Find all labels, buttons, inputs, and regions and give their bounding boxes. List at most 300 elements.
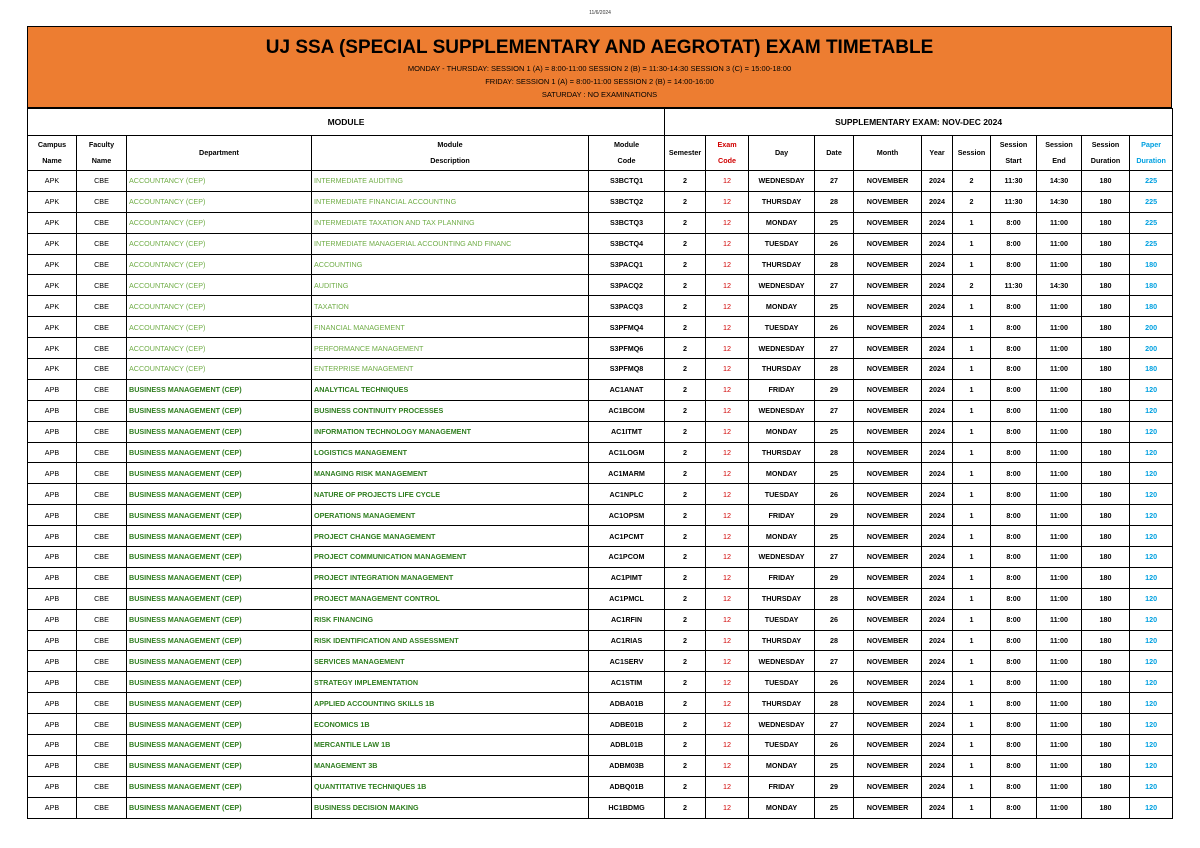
module-code-cell: AC1SERV (589, 651, 665, 672)
session-start-cell: 8:00 (991, 296, 1037, 317)
module-code-cell: S3PACQ2 (589, 275, 665, 296)
column-header (749, 136, 815, 171)
table-row (28, 296, 1173, 317)
module-code-cell: ADBE01B (589, 714, 665, 735)
module-code-cell: S3BCTQ4 (589, 233, 665, 254)
campus-cell: APB (28, 797, 77, 818)
semester-cell: 2 (665, 776, 706, 797)
campus-cell: APB (28, 609, 77, 630)
session-duration-cell: 180 (1082, 505, 1130, 526)
paper-duration-cell: 225 (1130, 212, 1173, 233)
day-cell: THURSDAY (749, 254, 815, 275)
date-cell: 28 (815, 359, 854, 380)
session-cell: 1 (953, 693, 991, 714)
column-header-line: Paper (1141, 140, 1162, 149)
campus-cell: APB (28, 484, 77, 505)
faculty-cell: CBE (77, 359, 127, 380)
campus-cell: APK (28, 275, 77, 296)
session-duration-cell: 180 (1082, 735, 1130, 756)
module-code-cell: AC1ANAT (589, 379, 665, 400)
faculty-cell: CBE (77, 547, 127, 568)
session-cell: 1 (953, 359, 991, 380)
month-cell: NOVEMBER (854, 588, 922, 609)
table-row (28, 233, 1173, 254)
department-cell: BUSINESS MANAGEMENT (CEP) (127, 400, 312, 421)
session-duration-cell: 180 (1082, 191, 1130, 212)
session-start-cell: 8:00 (991, 317, 1037, 338)
month-cell: NOVEMBER (854, 693, 922, 714)
semester-cell: 2 (665, 171, 706, 192)
date-cell: 28 (815, 191, 854, 212)
module-code-cell: AC1PCOM (589, 547, 665, 568)
department-cell: BUSINESS MANAGEMENT (CEP) (127, 797, 312, 818)
session-start-cell: 11:30 (991, 171, 1037, 192)
semester-cell: 2 (665, 484, 706, 505)
session-end-cell: 11:00 (1037, 359, 1082, 380)
module-description-cell: AUDITING (312, 275, 589, 296)
campus-cell: APB (28, 630, 77, 651)
module-code-cell: S3BCTQ3 (589, 212, 665, 233)
campus-cell: APK (28, 296, 77, 317)
department-cell: BUSINESS MANAGEMENT (CEP) (127, 672, 312, 693)
module-description-cell: LOGISTICS MANAGEMENT (312, 442, 589, 463)
faculty-cell: CBE (77, 693, 127, 714)
faculty-cell: CBE (77, 567, 127, 588)
paper-duration-cell: 180 (1130, 359, 1173, 380)
module-code-cell: AC1OPSM (589, 505, 665, 526)
session-end-cell: 11:00 (1037, 296, 1082, 317)
campus-cell: APB (28, 547, 77, 568)
table-row (28, 191, 1173, 212)
session-start-cell: 8:00 (991, 547, 1037, 568)
semester-cell: 2 (665, 797, 706, 818)
paper-duration-cell: 200 (1130, 338, 1173, 359)
year-cell: 2024 (922, 567, 953, 588)
table-row (28, 609, 1173, 630)
session-start-cell: 8:00 (991, 714, 1037, 735)
paper-duration-cell: 120 (1130, 797, 1173, 818)
year-cell: 2024 (922, 338, 953, 359)
day-cell: TUESDAY (749, 735, 815, 756)
year-cell: 2024 (922, 755, 953, 776)
paper-duration-cell: 120 (1130, 421, 1173, 442)
department-cell: BUSINESS MANAGEMENT (CEP) (127, 421, 312, 442)
day-cell: TUESDAY (749, 672, 815, 693)
weekday-sessions: MONDAY - THURSDAY: SESSION 1 (A) = 8:00-11:00 SESSION 2 (B) = 11:30-14:30 SESSION 3 (C) = 15:00-18:00 (407, 64, 792, 73)
session-cell: 1 (953, 296, 991, 317)
session-end-cell: 11:00 (1037, 254, 1082, 275)
session-start-cell: 8:00 (991, 755, 1037, 776)
session-duration-cell: 180 (1082, 171, 1130, 192)
module-description-cell: ECONOMICS 1B (312, 714, 589, 735)
paper-duration-cell: 120 (1130, 567, 1173, 588)
faculty-cell: CBE (77, 338, 127, 359)
column-header-line: Department (199, 148, 239, 157)
timetable (27, 108, 1173, 819)
table-row (28, 359, 1173, 380)
department-cell: ACCOUNTANCY (CEP) (127, 212, 312, 233)
session-start-cell: 11:30 (991, 191, 1037, 212)
session-duration-cell: 180 (1082, 400, 1130, 421)
month-cell: NOVEMBER (854, 547, 922, 568)
faculty-cell: CBE (77, 421, 127, 442)
date-cell: 26 (815, 609, 854, 630)
module-description-cell: PROJECT CHANGE MANAGEMENT (312, 526, 589, 547)
month-cell: NOVEMBER (854, 442, 922, 463)
date-cell: 27 (815, 400, 854, 421)
semester-cell: 2 (665, 442, 706, 463)
day-cell: MONDAY (749, 463, 815, 484)
column-header-line: Campus (37, 140, 67, 149)
module-code-cell: HC1BDMG (589, 797, 665, 818)
table-row (28, 338, 1173, 359)
exam-code-cell: 12 (706, 338, 749, 359)
session-end-cell: 14:30 (1037, 171, 1082, 192)
session-end-cell: 11:00 (1037, 672, 1082, 693)
paper-duration-cell: 225 (1130, 233, 1173, 254)
year-cell: 2024 (922, 797, 953, 818)
table-row (28, 567, 1173, 588)
session-start-cell: 8:00 (991, 630, 1037, 651)
faculty-cell: CBE (77, 233, 127, 254)
session-end-cell: 11:00 (1037, 776, 1082, 797)
faculty-cell: CBE (77, 714, 127, 735)
faculty-cell: CBE (77, 191, 127, 212)
module-description-cell: RISK FINANCING (312, 609, 589, 630)
column-header (28, 136, 77, 171)
semester-cell: 2 (665, 735, 706, 756)
date-cell: 28 (815, 442, 854, 463)
session-start-cell: 8:00 (991, 797, 1037, 818)
campus-cell: APB (28, 567, 77, 588)
day-cell: TUESDAY (749, 609, 815, 630)
module-description-cell: PROJECT MANAGEMENT CONTROL (312, 588, 589, 609)
day-cell: WEDNESDAY (749, 275, 815, 296)
date-cell: 29 (815, 505, 854, 526)
faculty-cell: CBE (77, 630, 127, 651)
month-cell: NOVEMBER (854, 171, 922, 192)
year-cell: 2024 (922, 421, 953, 442)
paper-duration-cell: 120 (1130, 442, 1173, 463)
paper-duration-cell: 120 (1130, 609, 1173, 630)
paper-duration-cell: 225 (1130, 191, 1173, 212)
day-cell: THURSDAY (749, 191, 815, 212)
session-start-cell: 11:30 (991, 275, 1037, 296)
session-start-cell: 8:00 (991, 379, 1037, 400)
paper-duration-cell: 120 (1130, 735, 1173, 756)
paper-duration-cell: 225 (1130, 171, 1173, 192)
faculty-cell: CBE (77, 505, 127, 526)
session-cell: 2 (953, 275, 991, 296)
module-code-cell: AC1PIMT (589, 567, 665, 588)
saturday-note: SATURDAY : NO EXAMINATIONS (541, 90, 658, 99)
session-start-cell: 8:00 (991, 609, 1037, 630)
session-end-cell: 11:00 (1037, 630, 1082, 651)
year-cell: 2024 (922, 254, 953, 275)
exam-code-cell: 12 (706, 233, 749, 254)
paper-duration-cell: 120 (1130, 400, 1173, 421)
exam-code-cell: 12 (706, 609, 749, 630)
campus-cell: APB (28, 463, 77, 484)
session-duration-cell: 180 (1082, 254, 1130, 275)
session-end-cell: 11:00 (1037, 212, 1082, 233)
session-cell: 1 (953, 400, 991, 421)
exam-code-cell: 12 (706, 317, 749, 338)
faculty-cell: CBE (77, 317, 127, 338)
column-header-line: Name (42, 156, 62, 165)
day-cell: WEDNESDAY (749, 400, 815, 421)
exam-code-cell: 12 (706, 484, 749, 505)
paper-duration-cell: 120 (1130, 463, 1173, 484)
month-cell: NOVEMBER (854, 526, 922, 547)
session-end-cell: 11:00 (1037, 714, 1082, 735)
date-cell: 28 (815, 693, 854, 714)
month-cell: NOVEMBER (854, 338, 922, 359)
module-code-cell: ADBM03B (589, 755, 665, 776)
session-duration-cell: 180 (1082, 212, 1130, 233)
date-cell: 25 (815, 212, 854, 233)
module-description-cell: INTERMEDIATE FINANCIAL ACCOUNTING (312, 191, 589, 212)
date-cell: 27 (815, 171, 854, 192)
session-duration-cell: 180 (1082, 797, 1130, 818)
module-description-cell: TAXATION (312, 296, 589, 317)
module-description-cell: PROJECT INTEGRATION MANAGEMENT (312, 567, 589, 588)
department-cell: BUSINESS MANAGEMENT (CEP) (127, 735, 312, 756)
module-description-cell: OPERATIONS MANAGEMENT (312, 505, 589, 526)
date-cell: 27 (815, 714, 854, 735)
session-duration-cell: 180 (1082, 630, 1130, 651)
module-code-cell: AC1PCMT (589, 526, 665, 547)
semester-cell: 2 (665, 609, 706, 630)
faculty-cell: CBE (77, 442, 127, 463)
day-cell: FRIDAY (749, 567, 815, 588)
session-duration-cell: 180 (1082, 359, 1130, 380)
session-duration-cell: 180 (1082, 547, 1130, 568)
table-row (28, 463, 1173, 484)
campus-cell: APB (28, 505, 77, 526)
department-cell: ACCOUNTANCY (CEP) (127, 191, 312, 212)
department-cell: BUSINESS MANAGEMENT (CEP) (127, 442, 312, 463)
department-cell: BUSINESS MANAGEMENT (CEP) (127, 651, 312, 672)
column-header-line: Code (718, 156, 737, 165)
module-code-cell: AC1PMCL (589, 588, 665, 609)
column-header-line: Start (1005, 156, 1022, 165)
session-cell: 1 (953, 421, 991, 442)
paper-duration-cell: 180 (1130, 275, 1173, 296)
exam-code-cell: 12 (706, 191, 749, 212)
paper-duration-cell: 120 (1130, 630, 1173, 651)
department-cell: ACCOUNTANCY (CEP) (127, 317, 312, 338)
semester-cell: 2 (665, 755, 706, 776)
semester-cell: 2 (665, 317, 706, 338)
column-header-line: Year (929, 148, 945, 157)
day-cell: TUESDAY (749, 484, 815, 505)
date-cell: 25 (815, 296, 854, 317)
session-duration-cell: 180 (1082, 317, 1130, 338)
year-cell: 2024 (922, 296, 953, 317)
exam-code-cell: 12 (706, 379, 749, 400)
year-cell: 2024 (922, 317, 953, 338)
paper-duration-cell: 120 (1130, 714, 1173, 735)
year-cell: 2024 (922, 526, 953, 547)
module-description-cell: APPLIED ACCOUNTING SKILLS 1B (312, 693, 589, 714)
month-cell: NOVEMBER (854, 484, 922, 505)
department-cell: ACCOUNTANCY (CEP) (127, 254, 312, 275)
module-code-cell: S3BCTQ2 (589, 191, 665, 212)
semester-cell: 2 (665, 547, 706, 568)
session-cell: 1 (953, 505, 991, 526)
friday-sessions: FRIDAY: SESSION 1 (A) = 8:00-11:00 SESSION 2 (B) = 14:00-16:00 (485, 77, 714, 86)
exam-code-cell: 12 (706, 735, 749, 756)
year-cell: 2024 (922, 630, 953, 651)
session-cell: 1 (953, 212, 991, 233)
session-end-cell: 11:00 (1037, 526, 1082, 547)
department-cell: ACCOUNTANCY (CEP) (127, 171, 312, 192)
faculty-cell: CBE (77, 212, 127, 233)
column-header (815, 136, 854, 171)
table-row (28, 254, 1173, 275)
faculty-cell: CBE (77, 797, 127, 818)
month-cell: NOVEMBER (854, 254, 922, 275)
day-cell: WEDNESDAY (749, 171, 815, 192)
table-row (28, 442, 1173, 463)
campus-cell: APB (28, 588, 77, 609)
table-row (28, 630, 1173, 651)
column-header-line: Session (957, 148, 986, 157)
semester-cell: 2 (665, 693, 706, 714)
year-cell: 2024 (922, 609, 953, 630)
date-cell: 26 (815, 672, 854, 693)
module-code-cell: S3PACQ3 (589, 296, 665, 317)
semester-cell: 2 (665, 296, 706, 317)
faculty-cell: CBE (77, 484, 127, 505)
date-cell: 25 (815, 526, 854, 547)
campus-cell: APB (28, 672, 77, 693)
session-end-cell: 11:00 (1037, 484, 1082, 505)
paper-duration-cell: 120 (1130, 505, 1173, 526)
session-start-cell: 8:00 (991, 505, 1037, 526)
month-cell: NOVEMBER (854, 212, 922, 233)
module-description-cell: STRATEGY IMPLEMENTATION (312, 672, 589, 693)
year-cell: 2024 (922, 379, 953, 400)
session-cell: 1 (953, 526, 991, 547)
year-cell: 2024 (922, 505, 953, 526)
date-cell: 29 (815, 379, 854, 400)
table-row (28, 588, 1173, 609)
department-cell: BUSINESS MANAGEMENT (CEP) (127, 547, 312, 568)
exam-code-cell: 12 (706, 359, 749, 380)
faculty-cell: CBE (77, 755, 127, 776)
session-cell: 2 (953, 171, 991, 192)
paper-duration-cell: 120 (1130, 651, 1173, 672)
paper-duration-cell: 180 (1130, 296, 1173, 317)
session-duration-cell: 180 (1082, 672, 1130, 693)
month-cell: NOVEMBER (854, 735, 922, 756)
module-code-cell: AC1RFIN (589, 609, 665, 630)
campus-cell: APB (28, 776, 77, 797)
session-cell: 1 (953, 567, 991, 588)
column-header-line: Exam (717, 140, 737, 149)
day-cell: WEDNESDAY (749, 714, 815, 735)
semester-cell: 2 (665, 630, 706, 651)
date-cell: 26 (815, 233, 854, 254)
module-code-cell: ADBL01B (589, 735, 665, 756)
faculty-cell: CBE (77, 776, 127, 797)
module-code-cell: AC1ITMT (589, 421, 665, 442)
column-header-line: Module (613, 140, 640, 149)
faculty-cell: CBE (77, 296, 127, 317)
session-end-cell: 14:30 (1037, 191, 1082, 212)
exam-code-cell: 12 (706, 254, 749, 275)
session-cell: 1 (953, 442, 991, 463)
session-start-cell: 8:00 (991, 421, 1037, 442)
module-description-cell: NATURE OF PROJECTS LIFE CYCLE (312, 484, 589, 505)
paper-duration-cell: 120 (1130, 755, 1173, 776)
exam-code-cell: 12 (706, 567, 749, 588)
campus-cell: APB (28, 442, 77, 463)
semester-cell: 2 (665, 421, 706, 442)
module-description-cell: MANAGING RISK MANAGEMENT (312, 463, 589, 484)
session-cell: 1 (953, 547, 991, 568)
semester-cell: 2 (665, 588, 706, 609)
campus-cell: APK (28, 212, 77, 233)
date-cell: 27 (815, 338, 854, 359)
campus-cell: APB (28, 421, 77, 442)
session-cell: 1 (953, 609, 991, 630)
table-row (28, 317, 1173, 338)
column-header (589, 136, 665, 171)
year-cell: 2024 (922, 212, 953, 233)
date-cell: 25 (815, 797, 854, 818)
paper-duration-cell: 120 (1130, 693, 1173, 714)
day-cell: MONDAY (749, 296, 815, 317)
session-start-cell: 8:00 (991, 254, 1037, 275)
session-duration-cell: 180 (1082, 714, 1130, 735)
campus-cell: APB (28, 693, 77, 714)
campus-cell: APK (28, 171, 77, 192)
session-end-cell: 11:00 (1037, 797, 1082, 818)
module-code-cell: AC1STIM (589, 672, 665, 693)
session-duration-cell: 180 (1082, 338, 1130, 359)
year-cell: 2024 (922, 547, 953, 568)
month-cell: NOVEMBER (854, 505, 922, 526)
session-end-cell: 11:00 (1037, 317, 1082, 338)
month-cell: NOVEMBER (854, 233, 922, 254)
semester-cell: 2 (665, 212, 706, 233)
column-header-line: Name (91, 156, 112, 165)
module-group-header: MODULE (28, 109, 665, 136)
faculty-cell: CBE (77, 672, 127, 693)
semester-cell: 2 (665, 672, 706, 693)
session-start-cell: 8:00 (991, 651, 1037, 672)
date-cell: 29 (815, 567, 854, 588)
module-description-cell: INFORMATION TECHNOLOGY MANAGEMENT (312, 421, 589, 442)
session-end-cell: 11:00 (1037, 609, 1082, 630)
year-cell: 2024 (922, 651, 953, 672)
year-cell: 2024 (922, 672, 953, 693)
module-description-cell: BUSINESS DECISION MAKING (312, 797, 589, 818)
day-cell: FRIDAY (749, 505, 815, 526)
session-end-cell: 11:00 (1037, 338, 1082, 359)
column-header-line: Code (617, 156, 636, 165)
day-cell: FRIDAY (749, 379, 815, 400)
column-header (127, 136, 312, 171)
month-cell: NOVEMBER (854, 651, 922, 672)
date-cell: 28 (815, 630, 854, 651)
page-title: UJ SSA (SPECIAL SUPPLEMENTARY AND AEGROTAT) EXAM TIMETABLE (265, 37, 934, 58)
month-cell: NOVEMBER (854, 609, 922, 630)
semester-cell: 2 (665, 651, 706, 672)
